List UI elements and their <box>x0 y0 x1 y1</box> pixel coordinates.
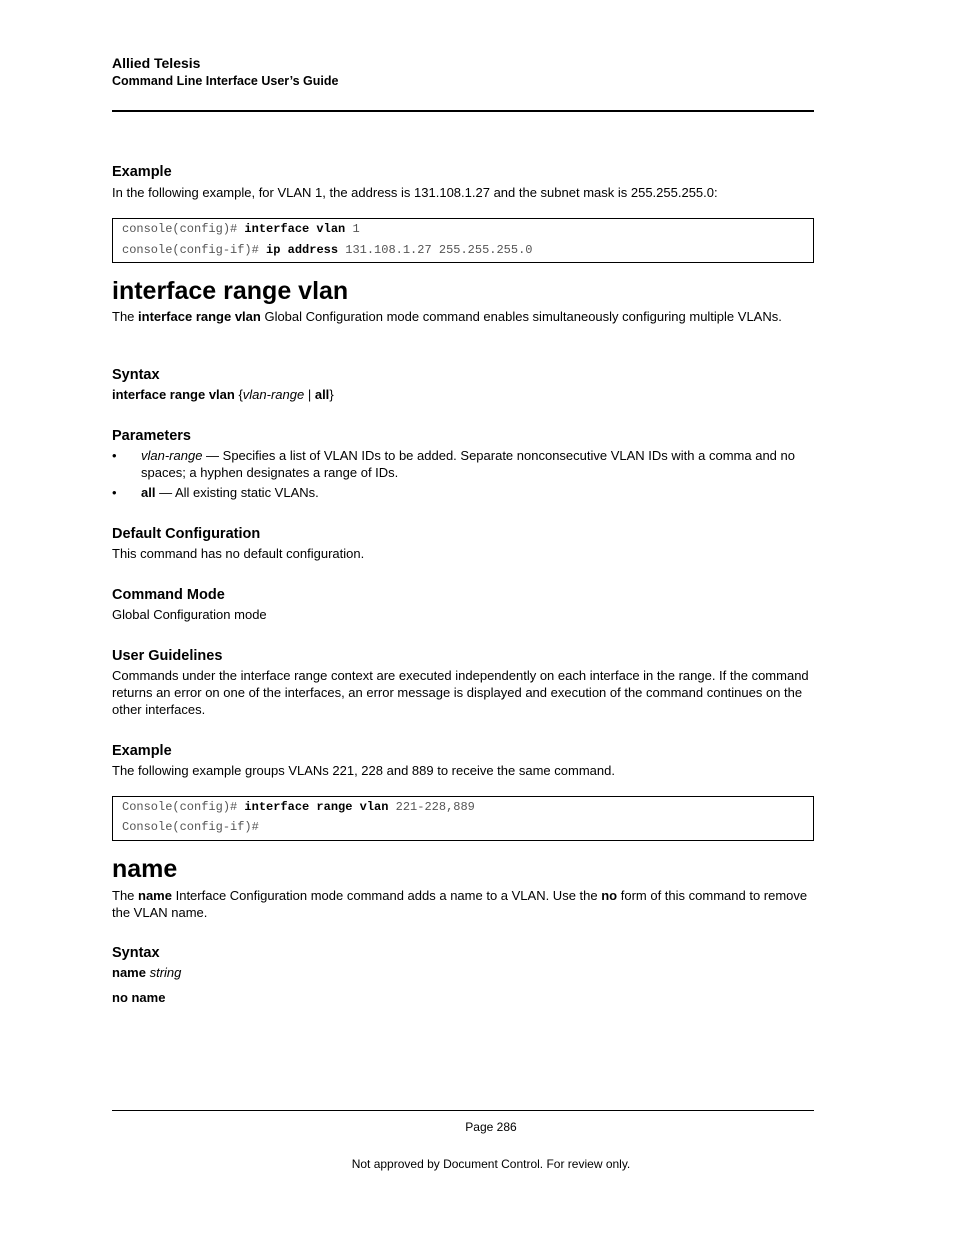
bullet-dot: • <box>112 485 117 500</box>
header-company: Allied Telesis <box>112 55 201 71</box>
code-line: console(config-if)# ip address 131.108.1.27 255.255.255.0 <box>122 243 533 257</box>
syntax-heading: Syntax <box>112 367 160 383</box>
default-config-text: This command has no default configuration. <box>112 546 365 561</box>
code-block-interface-range <box>112 796 814 841</box>
syntax-no-line: no name <box>112 990 166 1005</box>
code-line: Console(config-if)# <box>122 820 259 834</box>
bullet-dot: • <box>112 448 117 463</box>
header-divider <box>112 110 814 112</box>
example-heading: Example <box>112 743 172 759</box>
code-block-vlan-address <box>112 218 814 263</box>
command-mode-text: Global Configuration mode <box>112 607 267 622</box>
user-guidelines-text: Commands under the interface range context are executed independently on each interface in the range. If the command returns an error on one of the interfaces, an error message is displayed and execution of the command continues on the other interfaces. <box>112 668 809 717</box>
syntax-line: name string <box>112 965 182 980</box>
example-text: The following example groups VLANs 221, 228 and 889 to receive the same command. <box>112 763 615 778</box>
section-title-name: name <box>112 855 178 883</box>
header-guide-title: Command Line Interface User’s Guide <box>112 74 339 88</box>
section-title-interface-range-vlan: interface range vlan <box>112 277 349 305</box>
default-config-heading: Default Configuration <box>112 526 261 542</box>
code-line: Console(config)# interface range vlan 221-228,889 <box>122 800 475 814</box>
example-text: In the following example, for VLAN 1, the address is 131.108.1.27 and the subnet mask is 255.255.255.0: <box>112 185 718 200</box>
parameter-item: • all — All existing static VLANs. <box>112 485 319 500</box>
syntax-heading: Syntax <box>112 945 160 961</box>
section-intro: The name Interface Configuration mode command adds a name to a VLAN. Use the no form of this command to remove the VLAN name. <box>112 888 808 920</box>
parameter-item: • vlan-range — Specifies a list of VLAN IDs to be added. Separate nonconsecutive VLAN IDs with a comma and no spaces; a hyphen designates a range of IDs. <box>112 448 795 480</box>
user-guidelines-heading: User Guidelines <box>112 648 223 664</box>
example-heading: Example <box>112 164 172 180</box>
section-intro: The interface range vlan Global Configuration mode command enables simultaneously configuring multiple VLANs. <box>112 309 782 324</box>
page-number: Page 286 <box>465 1120 517 1134</box>
footer-divider <box>112 1110 814 1111</box>
parameters-heading: Parameters <box>112 428 191 444</box>
syntax-line: interface range vlan {vlan-range | all} <box>112 387 334 402</box>
command-mode-heading: Command Mode <box>112 587 225 603</box>
review-notice: Not approved by Document Control. For review only. <box>351 1157 631 1171</box>
code-line: console(config)# interface vlan 1 <box>122 222 360 236</box>
